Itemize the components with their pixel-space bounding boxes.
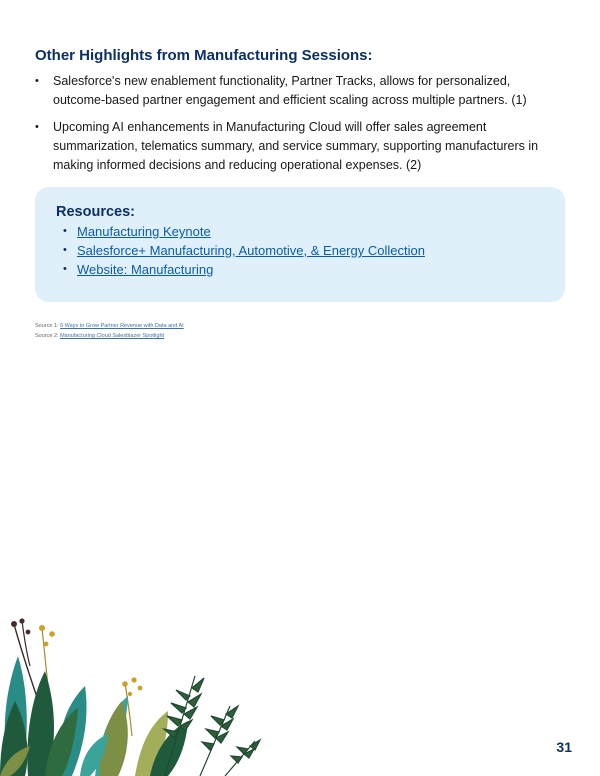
bullet-icon: • [63, 263, 67, 275]
section-heading: Other Highlights from Manufacturing Sessions: [35, 47, 373, 64]
manufacturing-keynote-link[interactable]: Manufacturing Keynote [77, 224, 211, 239]
leaf-plants-icon [0, 616, 280, 776]
source-label: Source 1: [35, 323, 61, 329]
highlights-list [35, 72, 565, 183]
olive-leaves [100, 701, 188, 776]
page-number: 31 [556, 739, 572, 755]
highlight-text: Upcoming AI enhancements in Manufacturing Cloud will offer sales agreement summarization, telematics summary, and service summary, supporting manufacturers in making informed decisions and reducing operational expenses. (2) [53, 120, 539, 172]
source-1-link[interactable]: 6 Ways to Grow Partner Revenue with Data and AI [60, 323, 184, 329]
source-line [35, 331, 184, 341]
bullet-icon: • [63, 244, 67, 256]
source-2-link[interactable]: Manufacturing Cloud Salesblazer Spotlight [60, 333, 165, 339]
fern-fronds [164, 676, 260, 776]
resources-title: Resources: [56, 204, 135, 220]
salesforce-plus-collection-link[interactable]: Salesforce+ Manufacturing, Automotive, & Energy Collection [77, 243, 425, 258]
resources-box [35, 187, 565, 302]
source-line [35, 321, 184, 331]
list-item [63, 222, 425, 241]
website-manufacturing-link[interactable]: Website: Manufacturing [77, 262, 214, 277]
source-label: Source 2: [35, 333, 61, 339]
bullet-icon: • [35, 75, 39, 87]
list-item [63, 241, 425, 260]
resources-list [63, 222, 425, 279]
list-item [35, 118, 565, 175]
sources-footnotes [35, 321, 184, 341]
bullet-icon: • [63, 225, 67, 237]
bullet-icon: • [35, 121, 39, 133]
highlight-text: Salesforce's new enablement functionality, Partner Tracks, allows for personalized, outcome-based partner engagement and efficient scaling across multiple partners. (1) [53, 74, 527, 107]
list-item [63, 260, 425, 279]
list-item [35, 72, 565, 110]
